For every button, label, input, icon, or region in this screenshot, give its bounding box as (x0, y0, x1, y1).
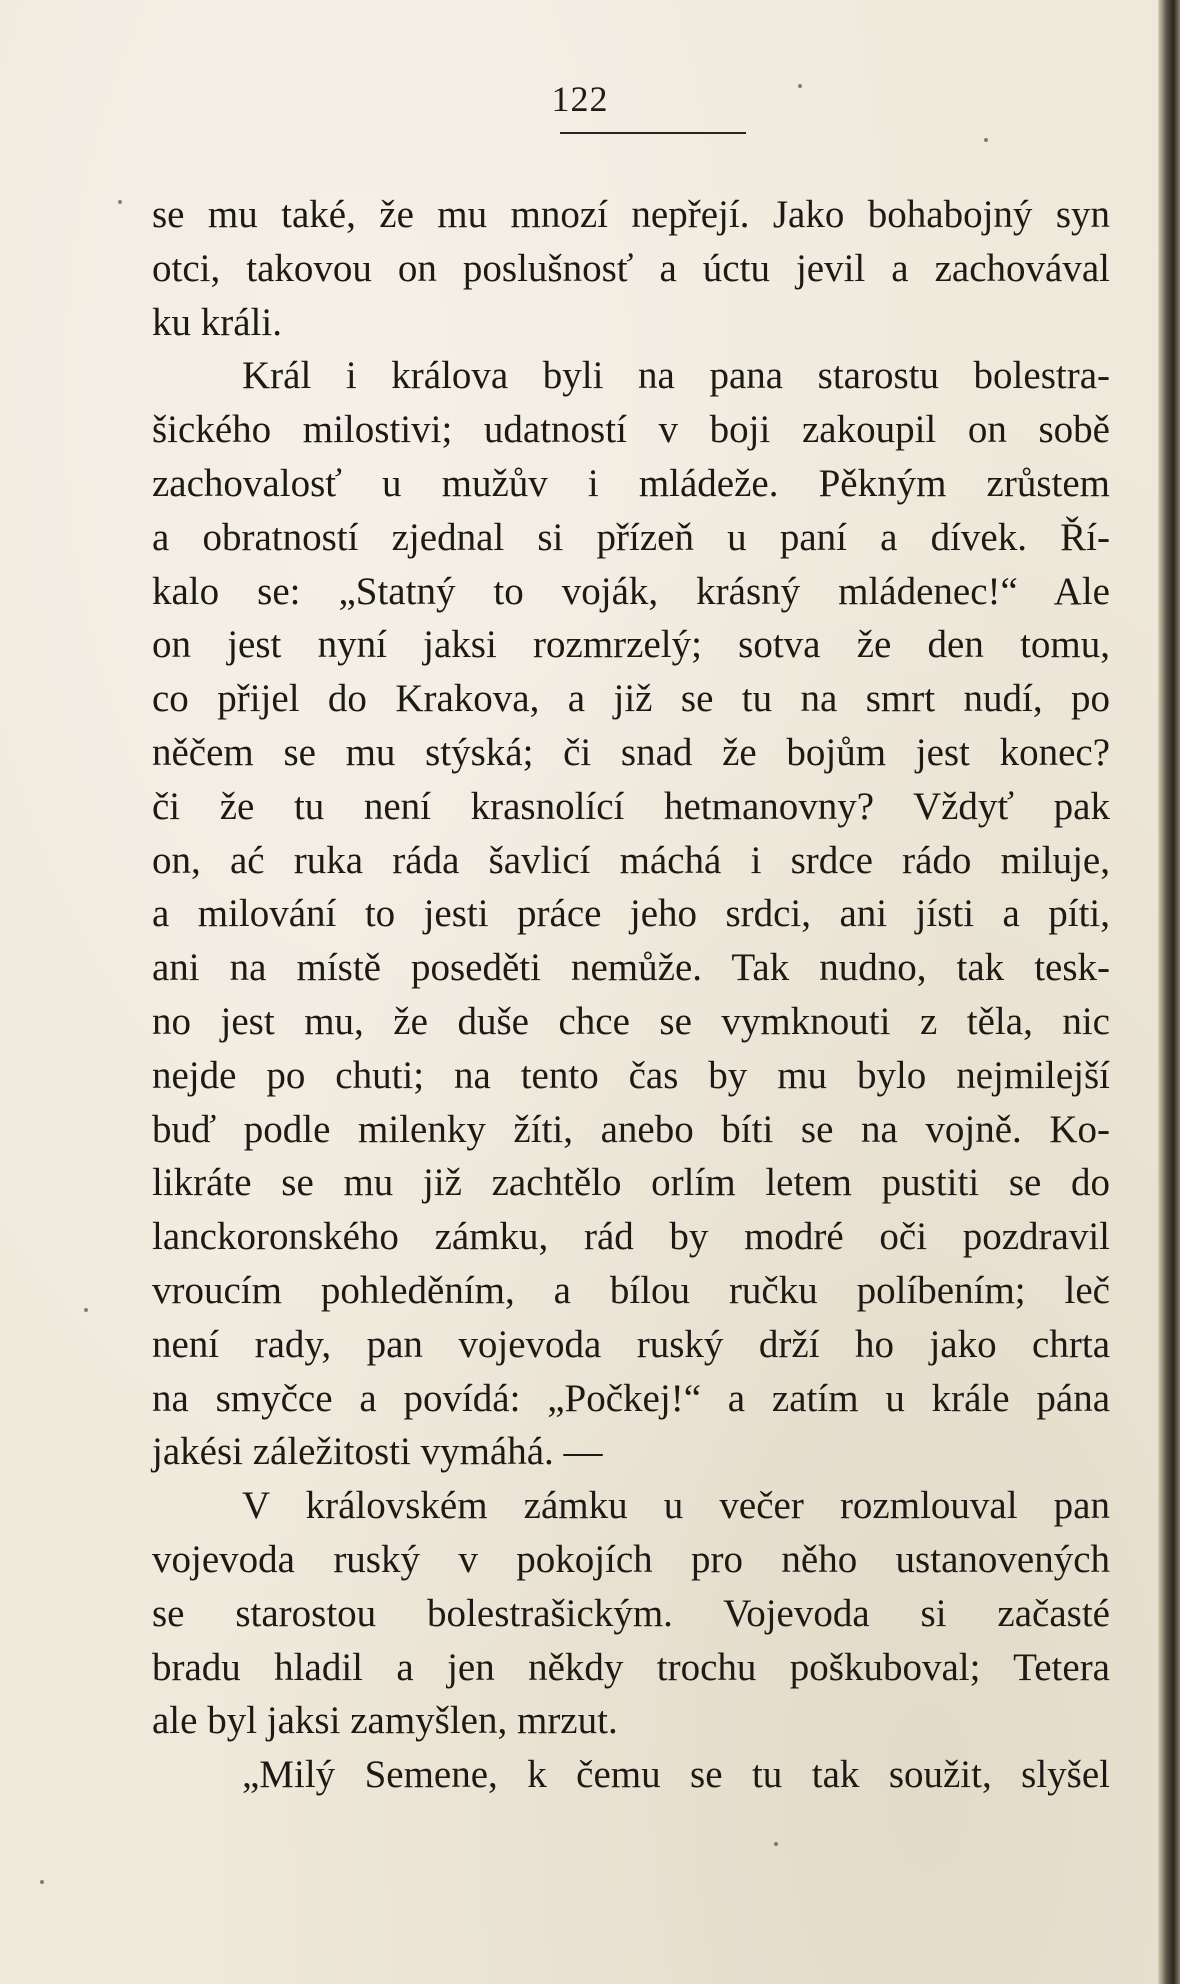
paper-speck (84, 1308, 88, 1312)
text-line: či že tu není krasnolící hetmanovny? Vždyť pak (152, 784, 1110, 828)
text-line: něčem se mu stýská; či snad že bojům jest konec? (152, 730, 1110, 774)
text-line: vroucím pohleděním, a bílou ručku políbením; leč (152, 1268, 1110, 1312)
text-line: no jest mu, že duše chce se vymknouti z těla, nic (152, 999, 1110, 1043)
text-line: není rady, pan vojevoda ruský drží ho jako chrta (152, 1322, 1110, 1366)
text-line: zachovalosť u mužův i mládeže. Pěkným zrůstem (152, 461, 1110, 505)
text-line: na smyčce a povídá: „Počkej!“ a zatím u krále pána (152, 1376, 1110, 1420)
text-line: kalo se: „Statný to voják, krásný mládenec!“ Ale (152, 569, 1110, 613)
page-number: 122 (551, 79, 609, 119)
paper-speck (984, 138, 988, 142)
text-line: a obratností zjednal si přízeň u paní a dívek. Ří- (152, 515, 1110, 559)
text-line: se mu také, že mu mnozí nepřejí. Jako bohabojný syn (152, 193, 1110, 236)
text-line: buď podle milenky žíti, anebo bíti se na vojně. Ko- (152, 1107, 1110, 1151)
body-text (152, 188, 1110, 1802)
text-line: vojevoda ruský v pokojích pro něho ustanovených (152, 1537, 1110, 1581)
text-line: ale byl jaksi zamyšlen, mrzut. (152, 1699, 618, 1743)
header-rule (560, 132, 746, 134)
page-header (0, 78, 1160, 120)
text-line: ani na místě poseděti nemůže. Tak nudno, tak tesk- (152, 946, 1110, 990)
text-line: jakési záležitosti vymáhá. — (152, 1430, 603, 1474)
text-line: se starostou bolestrašickým. Vojevoda si začasté (152, 1591, 1110, 1635)
text-line: ku králi. (152, 300, 282, 344)
book-spine-edge (1158, 0, 1180, 1984)
text-line: co přijel do Krakova, a již se tu na smrt nudí, po (152, 677, 1110, 721)
text-line: V královském zámku u večer rozmlouval pan (242, 1484, 1110, 1528)
paper-speck (798, 84, 802, 88)
paper-speck (40, 1880, 44, 1884)
text-line: Král i králova byli na pana starostu bolestra- (242, 354, 1110, 398)
text-line: a milování to jesti práce jeho srdci, ani jísti a píti, (152, 892, 1110, 936)
text-line: otci, takovou on poslušnosť a úctu jevil a zachovával (152, 246, 1110, 290)
text-line: šického milostivi; udatností v boji zakoupil on sobě (152, 408, 1110, 452)
text-line: on, ać ruka ráda šavlicí máchá i srdce rádo miluje, (152, 838, 1110, 882)
text-line: bradu hladil a jen někdy trochu poškuboval; Tetera (152, 1645, 1110, 1689)
text-line: „Milý Semene, k čemu se tu tak soužit, slyšel (242, 1753, 1110, 1797)
text-line: likráte se mu již zachtělo orlím letem pustiti se do (152, 1161, 1110, 1205)
text-line: on jest nyní jaksi rozmrzelý; sotva že den tomu, (152, 623, 1110, 667)
text-line: nejde po chuti; na tento čas by mu bylo nejmilejší (152, 1053, 1110, 1097)
paper-speck (774, 1842, 778, 1846)
paper-speck (118, 200, 122, 204)
text-line: lanckoronského zámku, rád by modré oči pozdravil (152, 1215, 1110, 1259)
